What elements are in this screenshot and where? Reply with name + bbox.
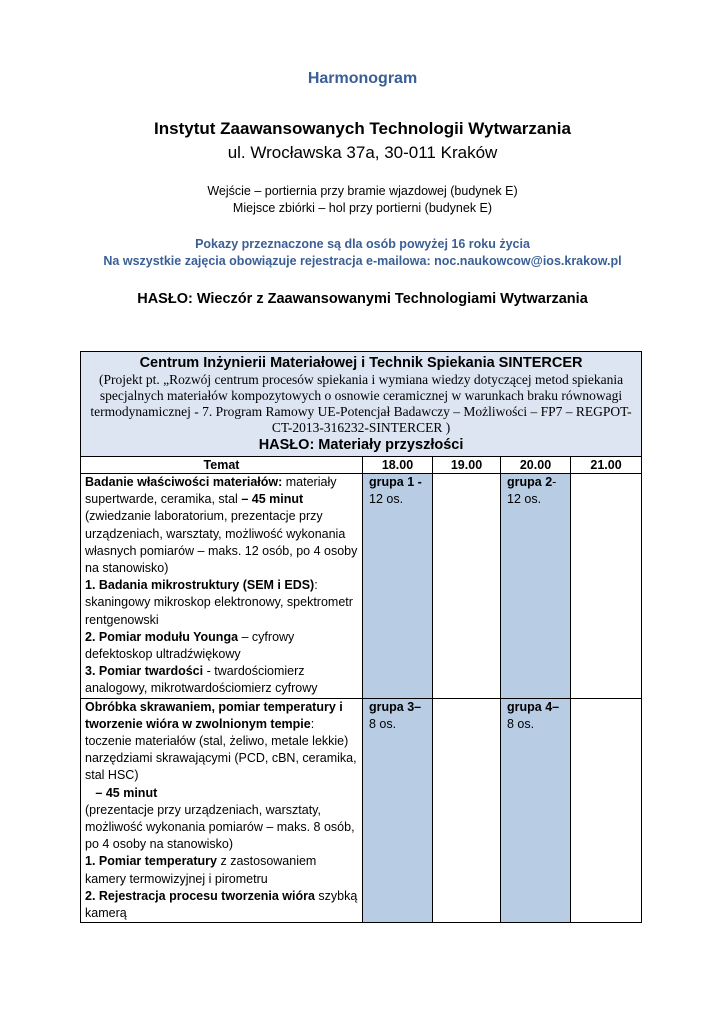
project-description: (Projekt pt. „Rozwój centrum procesów spiekania i wymiana wiedzy dotyczącej metod spiekania specjalnych materiałów kompozytowych o osnowie ceramicznej w warunkach braku równowagi termodynamicznej - 7. Program Ramowy UE-Potencjał Badawczy – Możliwości – FP7 – REGPOT-CT-2013-316232-SINTERCER ): [90, 372, 632, 435]
column-header-1800: 18.00: [363, 457, 433, 474]
institute-name: Instytut Zaawansowanych Technologii Wytwarzania: [154, 119, 571, 138]
group-1-slot: grupa 1 - 12 os.: [363, 474, 433, 699]
institute-address: ul. Wrocławska 37a, 30-011 Kraków: [227, 143, 498, 162]
empty-slot: [571, 474, 642, 699]
table-row: [81, 474, 642, 699]
event-password: HASŁO: Wieczór z Zaawansowanymi Technologiami Wytwarzania: [137, 291, 588, 307]
group-4-slot: grupa 4– 8 os.: [501, 698, 571, 923]
registration-note: Na wszystkie zajęcia obowiązuje rejestracja e-mailowa: noc.naukowcow@ios.krakow.pl: [103, 254, 622, 268]
topic-cell-materials: Badanie właściwości materiałów: materiały supertwarde, ceramika, stal – 45 minut (zwiedzanie laboratorium, prezentacje przy urządzeniach, warsztaty, możliwość wykonania własnych pomiarów – maks. 12 osób, po 4 osoby na stanowisko) 1. Badania mikrostruktury (SEM i EDS): skaningowy mikroskop elektronowy, spektrometr rentgenowski 2. Pomiar modułu Younga – cyfrowy defektoskop ultradźwiękowy 3. Pomiar twardości - twardościomierz analogowy, mikrotwardościomierz cyfrowy: [81, 474, 363, 699]
empty-slot: [571, 698, 642, 923]
entrance-info: Wejście – portiernia przy bramie wjazdowej (budynek E): [207, 184, 518, 198]
column-header-2100: 21.00: [571, 457, 642, 474]
group-3-slot: grupa 3– 8 os.: [363, 698, 433, 923]
table-row: [81, 698, 642, 923]
topic-cell-machining: Obróbka skrawaniem, pomiar temperatury i tworzenie wióra w zwolnionym tempie: toczenie materiałów (stal, żeliwo, metale lekkie) narzędziami skrawającymi (PCD, cBN, ceramika, stal HSC) – 45 minut (prezentacje przy urządzeniach, warsztaty, możliwość wykonania pomiarów – maks. 8 osób, po 4 osoby na stanowisko) 1. Pomiar temperatury z zastosowaniem kamery termowizyjnej i pirometru 2. Rejestracja procesu tworzenia wióra szybką kamerą: [81, 698, 363, 923]
centre-password: HASŁO: Materiały przyszłości: [258, 437, 464, 453]
column-header-1900: 19.00: [433, 457, 501, 474]
empty-slot: [433, 698, 501, 923]
page-title: Harmonogram: [307, 70, 418, 87]
column-header-topic: Temat: [81, 457, 363, 474]
schedule-table: [80, 351, 642, 923]
group-2-slot: grupa 2- 12 os.: [501, 474, 571, 699]
empty-slot: [433, 474, 501, 699]
age-note: Pokazy przeznaczone są dla osób powyżej 16 roku życia: [195, 237, 530, 251]
meeting-point-info: Miejsce zbiórki – hol przy portierni (budynek E): [232, 201, 493, 215]
column-header-row: [81, 457, 642, 474]
centre-header: [81, 352, 642, 457]
column-header-2000: 20.00: [501, 457, 571, 474]
centre-title: Centrum Inżynierii Materiałowej i Technik Spiekania SINTERCER: [139, 355, 583, 371]
